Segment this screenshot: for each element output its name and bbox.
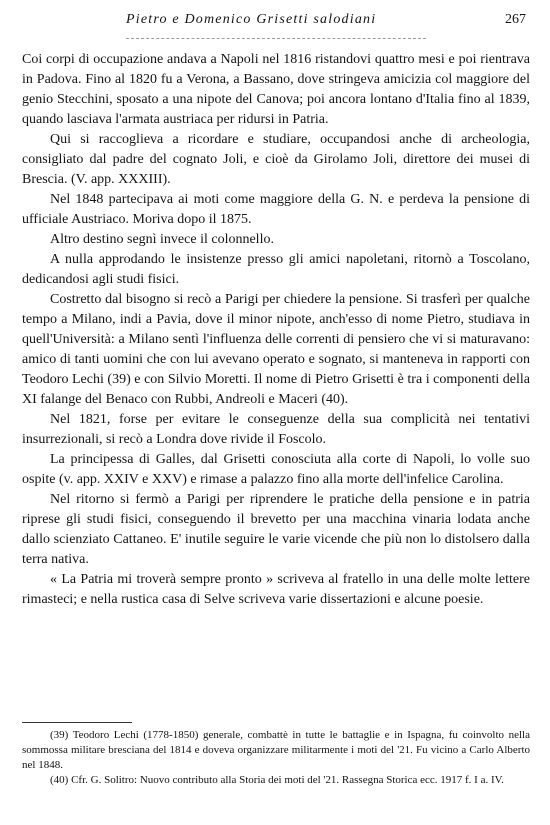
header-rule: [126, 38, 426, 39]
paragraph-toscolano: A nulla approdando le insistenze presso gli amici napoletani, ritornò a Toscolano, dedicandosi agli studi fisici.: [22, 252, 530, 287]
paragraph-altro-destino: Altro destino segnì invece il colonnello.: [50, 232, 274, 247]
paragraph-parigi-milano: Costretto dal bisogno si recò a Parigi per chiedere la pensione. Si trasferì per qualche tempo a Milano, indi a Pavia, dove il minor nipote, anch'esso di nome Pietro, studiava in quell'Università: a Milano sentì l'influenza delle correnti di pensiero che vi si maturavano: amico di tanti uomini che con lui avevano operato e sognato, si manteneva in rapporti con Teodoro Lechi (39) e con Silvio Moretti. Il nome di Pietro Grisetti è tra i componenti della XI falange del Benaco con Rubbi, Andreoli e Maceri (40).: [22, 292, 530, 407]
page-number: 267: [505, 12, 526, 27]
paragraph-ritorno-parigi: Nel ritorno si fermò a Parigi per riprendere le pratiche della pensione e in patria riprese gli studi fisici, conseguendo il brevetto per una macchina vinaria lodata anche dallo scienziato Cattaneo. E' inutile seguire le varie vicende che più non lo distolsero dalla terra nativa.: [22, 492, 530, 567]
paragraph-principessa-galles: La principessa di Galles, dal Grisetti conosciuta alla corte di Napoli, lo volle suo ospite (v. app. XXIV e XXV) e rimase a palazzo fino alla morte dell'infelice Carolina.: [22, 452, 530, 487]
footnote-rule: [22, 722, 132, 723]
running-title: Pietro e Domenico Grisetti salodiani: [126, 12, 377, 27]
paragraph-napoli: Coi corpi di occupazione andava a Napoli nel 1816 ristandovi quattro mesi e poi rientrava in Padova. Fino al 1820 fu a Verona, a Bassano, dove stringeva amicizia col maggiore del genio Stecchini, sposato a una nipote del Canova; poi ancora lontano d'Italia fino al 1839, quando lasciava l'armata austriaca per ridursi in Patria.: [22, 52, 530, 127]
paragraph-patria-lettere: « La Patria mi troverà sempre pronto » scriveva al fratello in una delle molte lettere rimasteci; e nella rustica casa di Selve scriveva varie dissertazioni e alcune poesie.: [22, 572, 530, 607]
footnote-40: (40) Cfr. G. Solitro: Nuovo contributo alla Storia dei moti del '21. Rassegna Storica ecc. 1917 f. I a. IV.: [50, 774, 504, 786]
footnotes: [22, 728, 530, 788]
footnote-39: (39) Teodoro Lechi (1778-1850) generale, combattè in tutte le battaglie e in Ispagna, fu coinvolto nella sommossa militare bresciana del 1814 e doveva organizzare militarmente i moti del '21. Fu vicino a Carlo Alberto nel 1848.: [22, 729, 530, 771]
paragraph-1821-londra: Nel 1821, forse per evitare le conseguenze della sua complicità nei tentativi insurrezionali, si recò a Londra dove rivide il Foscolo.: [22, 412, 530, 447]
paragraph-archeologia: Qui si raccoglieva a ricordare e studiare, occupandosi anche di archeologia, consigliato dal padre del cognato Joli, e cioè da Girolamo Joli, direttore dei musei di Brescia. (V. app. XXXIII).: [22, 132, 530, 187]
paragraph-1848: Nel 1848 partecipava ai moti come maggiore della G. N. e perdeva la pensione di ufficiale Austriaco. Moriva dopo il 1875.: [22, 192, 530, 227]
page-header: [0, 12, 550, 34]
body-text: [22, 50, 530, 610]
